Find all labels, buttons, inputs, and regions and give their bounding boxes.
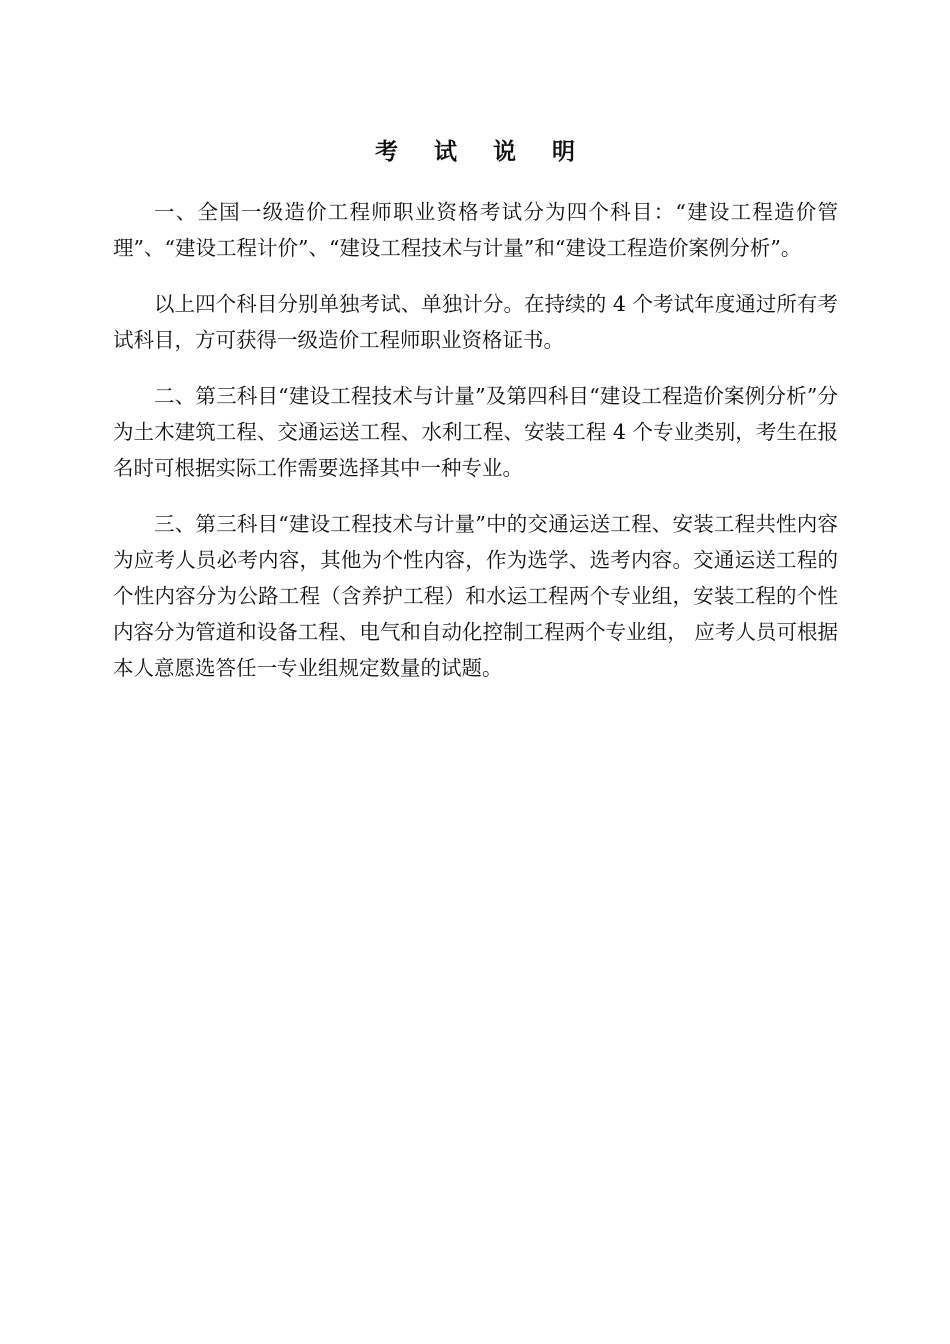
document-body — [113, 194, 838, 706]
paragraph-3: 二、第三科目“建设工程技术与计量”及第四科目“建设工程造价案例分析”分为土木建筑工程、交通运送工程、水利工程、安装工程 4 个专业类别，考生在报名时可根据实际工作需要选择其中一种专业。 — [113, 384, 838, 480]
paragraph-1: 一、全国一级造价工程师职业资格考试分为四个科目：“建设工程造价管理”、“建设工程计价”、“建设工程技术与计量”和“建设工程造价案例分析”。 — [113, 200, 838, 260]
paragraph-2: 以上四个科目分别单独考试、单独计分。在持续的 4 个考试年度通过所有考试科目，方可获得一级造价工程师职业资格证书。 — [113, 292, 838, 352]
paragraph-4: 三、第三科目“建设工程技术与计量”中的交通运送工程、安装工程共性内容为应考人员必考内容，其他为个性内容，作为选学、选考内容。交通运送工程的个性内容分为公路工程（含养护工程）和水运工程两个专业组，安装工程的个性内容分为管道和设备工程、电气和自动化控制工程两个专业组， 应考人员可根据本人意愿选答任一专业组规定数量的试题。 — [113, 512, 838, 680]
page-title: 考 试 说 明 — [374, 138, 590, 165]
